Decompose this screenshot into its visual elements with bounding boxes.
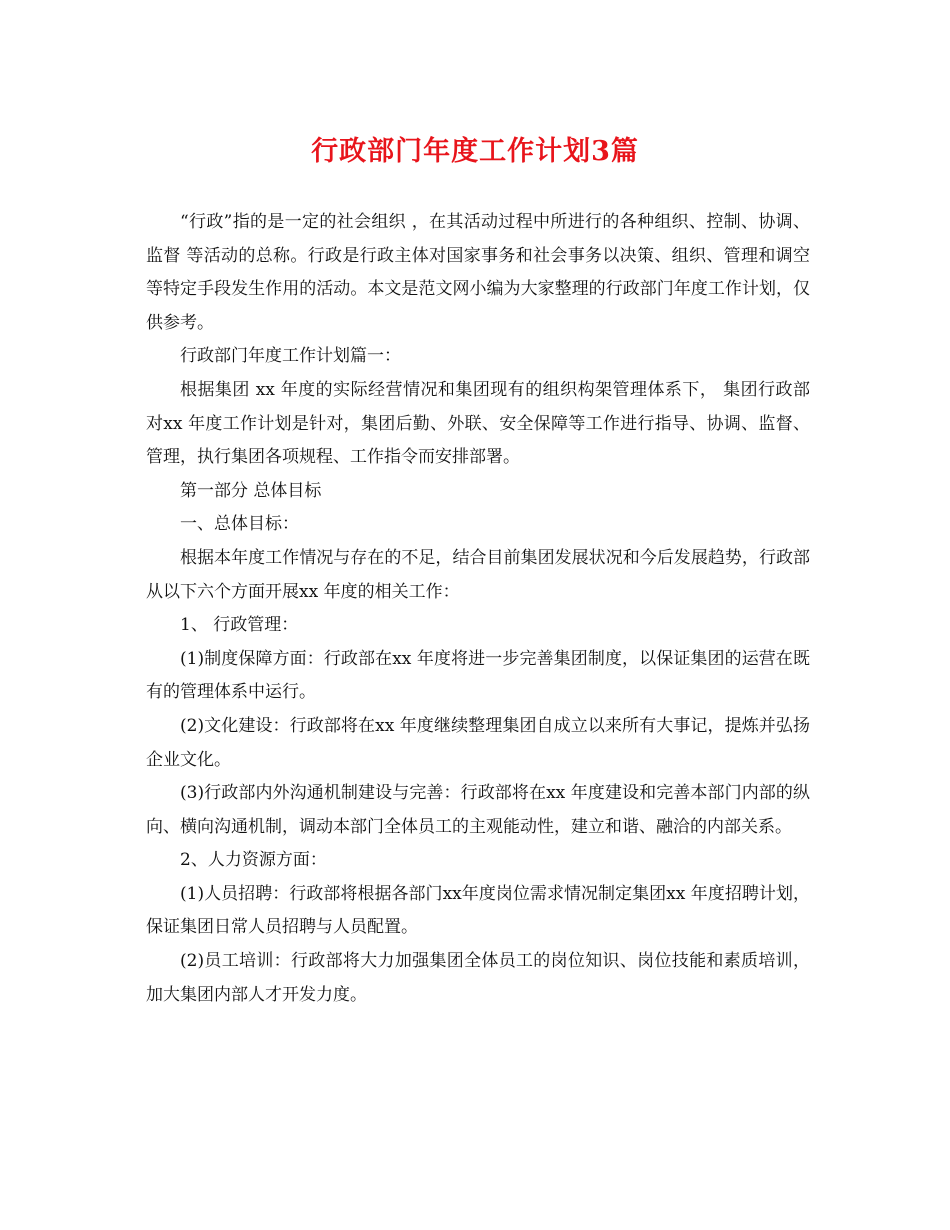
paragraph-training: (2)员工培训：行政部将大力加强集团全体员工的岗位知识、岗位技能和素质培训， 加大集团内部人才开发力度。 <box>146 951 810 1005</box>
paragraph-intro: “行政”指的是一定的社会组织 ，在其活动过程中所进行的各种组织、控制、协调、监督 等活动的总称。行政是行政主体对国家事务和社会事务以决策、组织、管理和调空等特定手段发生作用的活动。本文是范文网小编为大家整理的行政部门年度工作计划，仅供参考。 <box>146 212 810 333</box>
paragraph-system-guarantee: (1)制度保障方面：行政部在xx 年度将进一步完善集团制度，以保证集团的运营在既有的管理体系中运行。 <box>146 648 810 703</box>
document-body <box>146 206 810 1012</box>
paragraph-overall-goal-heading: 一、总体目标： <box>180 514 299 535</box>
paragraph-overall-goal: 根据本年度工作情况与存在的不足，结合目前集团发展状况和今后发展趋势，行政部从以下六个方面开展xx 年度的相关工作： <box>146 547 810 602</box>
paragraph-hr-heading: 2、人力资源方面： <box>180 850 327 871</box>
paragraph-part-one-heading: 第一部分 总体目标 <box>180 480 322 501</box>
document-title: 行政部门年度工作计划3篇 <box>311 136 639 167</box>
paragraph-culture-building: (2)文化建设：行政部将在xx 年度继续整理集团自成立以来所有大事记，提炼并弘扬企业文化。 <box>146 715 810 770</box>
paragraph-recruitment: (1)人员招聘：行政部将根据各部门xx年度岗位需求情况制定集团xx 年度招聘计划，保证集团日常人员招聘与人员配置。 <box>146 883 810 938</box>
paragraph-background: 根据集团 xx 年度的实际经营情况和集团现有的组织构架管理体系下， 集团行政部对xx 年度工作计划是针对，集团后勤、外联、安全保障等工作进行指导、协调、监督、 管理，执行集团各项规程、工作指令而安排部署。 <box>146 379 810 468</box>
paragraph-communication: (3)行政部内外沟通机制建设与完善：行政部将在xx 年度建设和完善本部门内部的纵向、横向沟通机制，调动本部门全体员工的主观能动性，建立和谐、融洽的内部关系。 <box>146 783 810 837</box>
paragraph-section-heading-1: 行政部门年度工作计划篇一： <box>180 346 401 367</box>
paragraph-admin-management-heading: 1、 行政管理： <box>180 615 299 636</box>
